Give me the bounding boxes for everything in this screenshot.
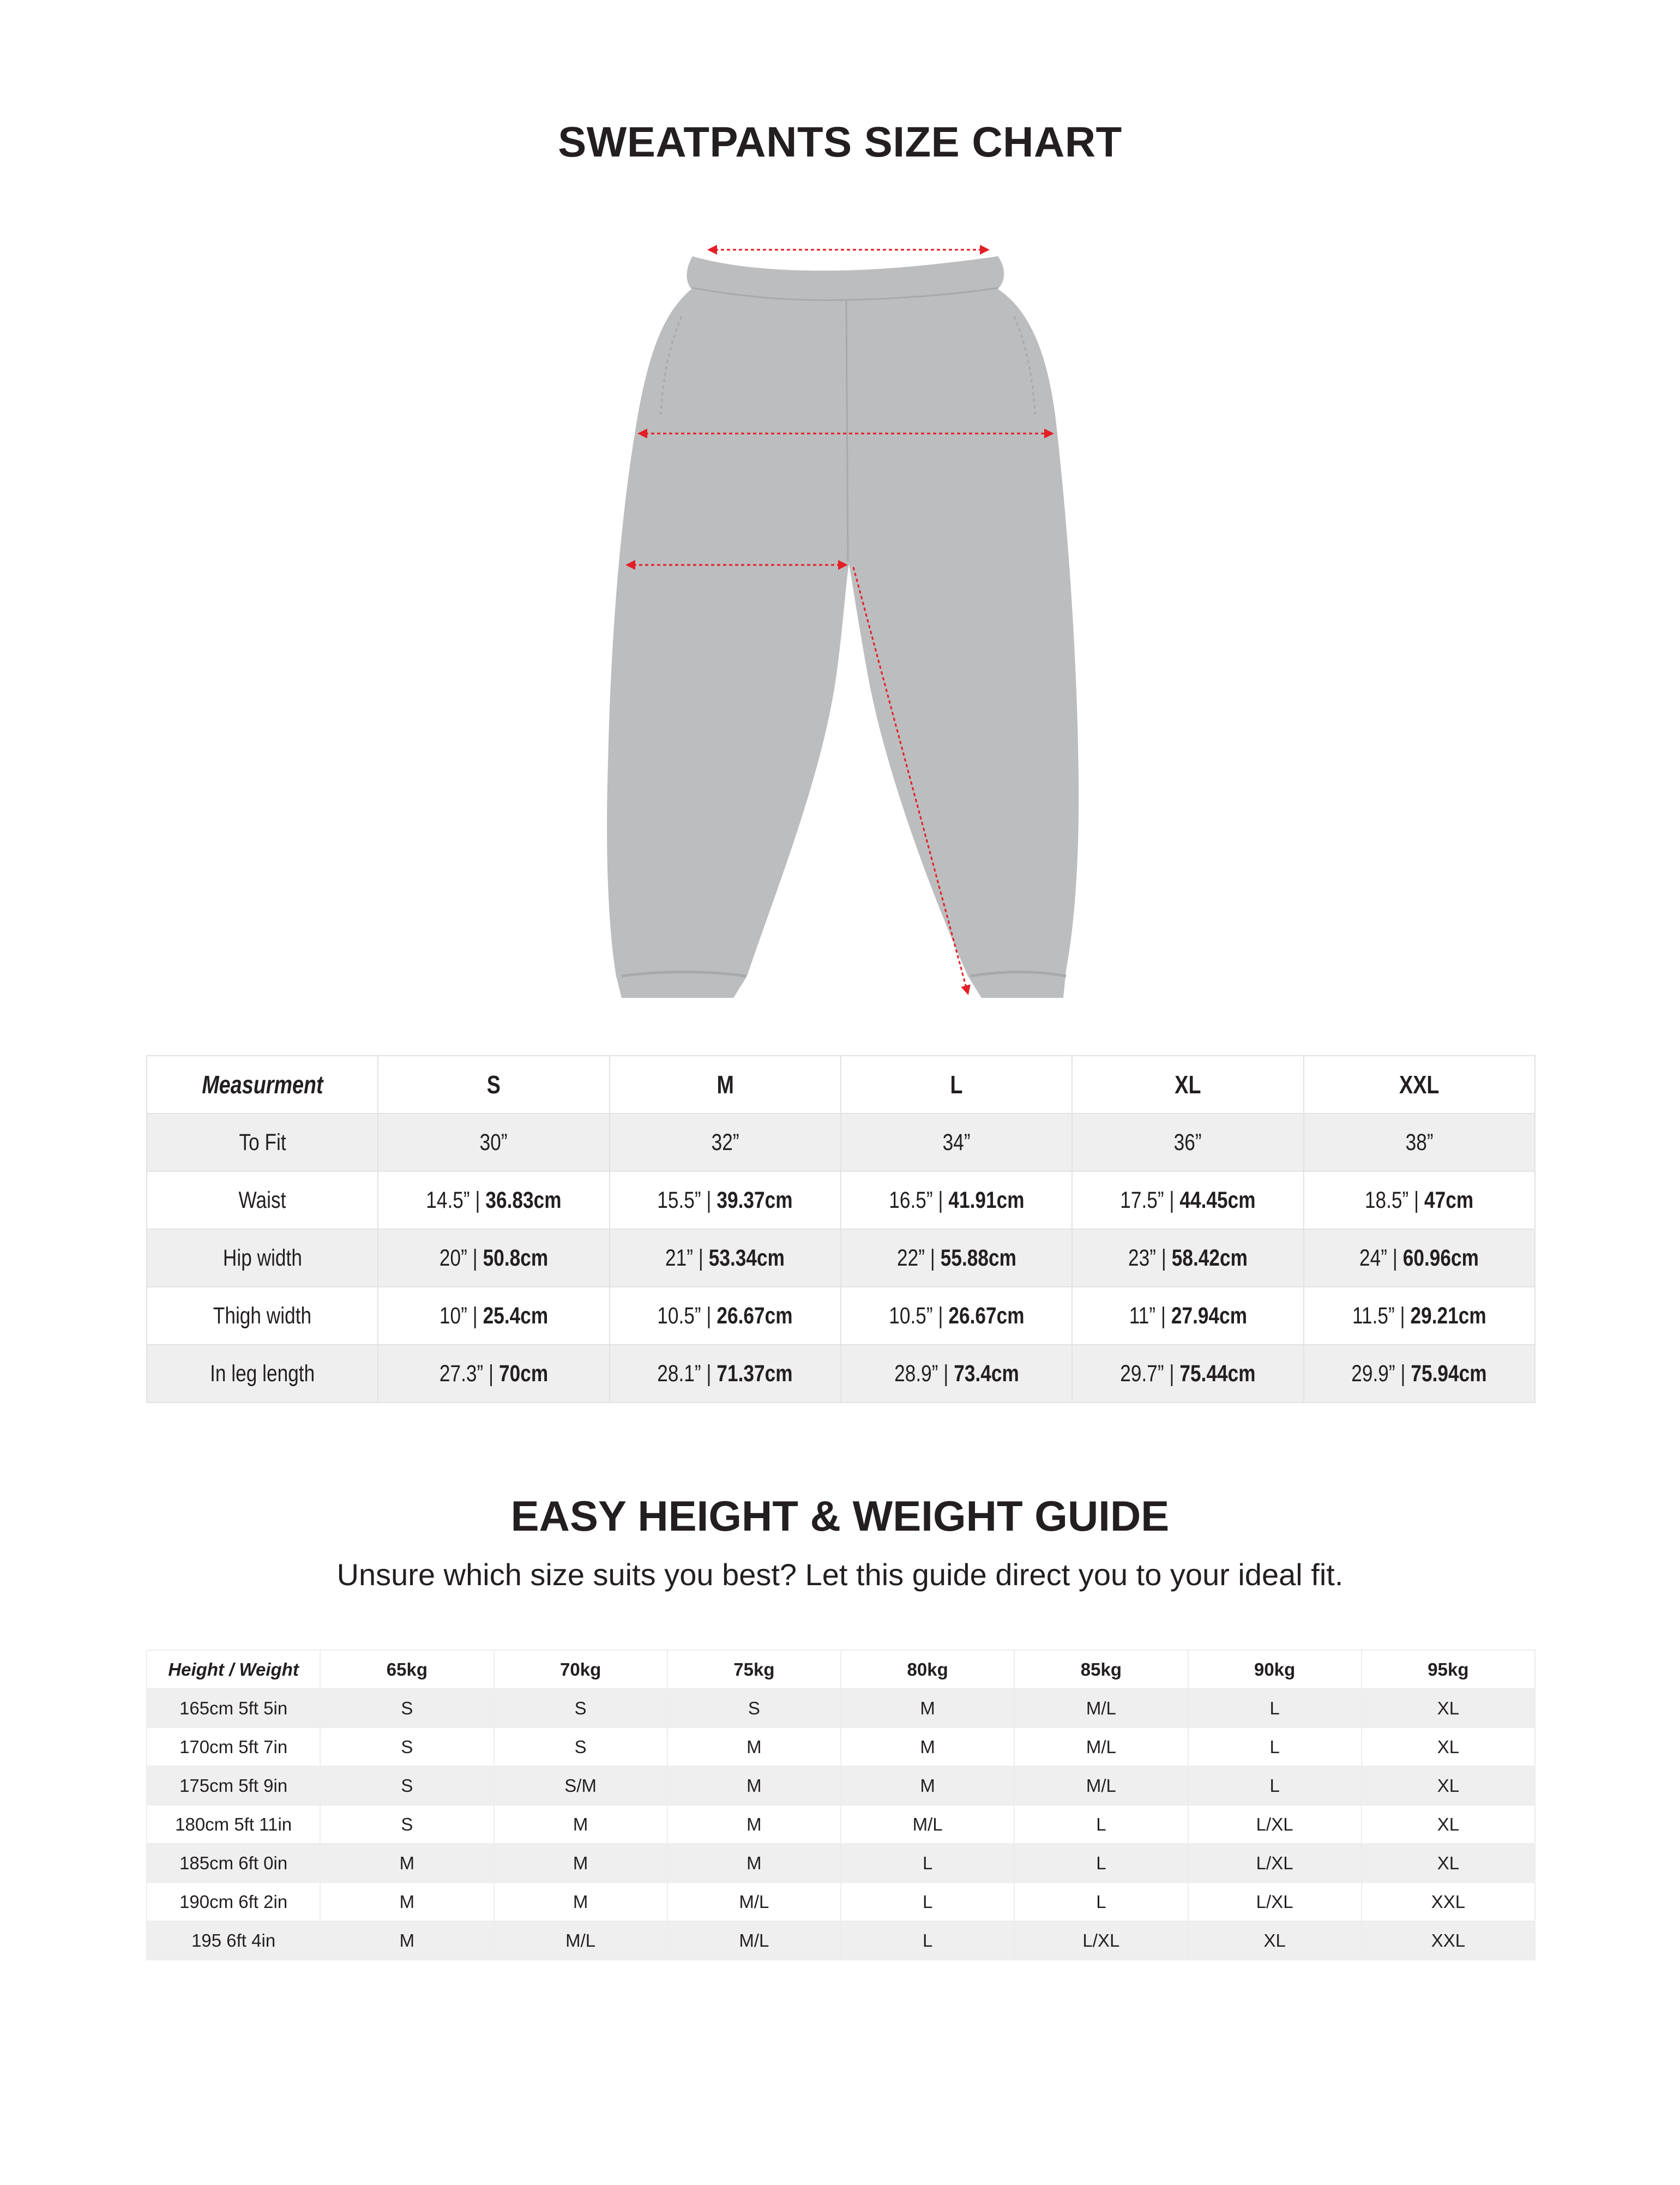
table-cell: 17.5” | 44.45cm	[1072, 1171, 1303, 1229]
table-cell: M	[494, 1844, 667, 1882]
table-cell: S	[320, 1766, 493, 1805]
table-row	[147, 1766, 1535, 1805]
table-cell: S	[667, 1689, 841, 1727]
table-cell: S/M	[494, 1766, 667, 1805]
table-cell: 18.5” | 47cm	[1304, 1171, 1535, 1229]
table-cell: M/L	[494, 1921, 667, 1960]
table-cell: M/L	[841, 1805, 1014, 1844]
table-cell: 22” | 55.88cm	[841, 1229, 1072, 1287]
sweatpants-body	[607, 256, 1079, 998]
size-header-xxl: XXL	[1304, 1056, 1535, 1113]
row-label: To Fit	[147, 1113, 378, 1171]
table-cell: 29.9” | 75.94cm	[1304, 1345, 1535, 1403]
table-cell: M	[667, 1766, 841, 1805]
table-cell: 32”	[610, 1113, 841, 1171]
table-cell: L/XL	[1188, 1882, 1362, 1921]
table-cell: S	[320, 1689, 493, 1727]
table-cell: M	[494, 1882, 667, 1921]
table-cell: M	[667, 1727, 841, 1766]
weight-header: 90kg	[1188, 1650, 1362, 1689]
row-label: Waist	[147, 1171, 378, 1229]
table-cell: 15.5” | 39.37cm	[610, 1171, 841, 1229]
table-cell: XXL	[1362, 1921, 1535, 1960]
table-row	[147, 1844, 1535, 1882]
size-header-m: M	[610, 1056, 841, 1113]
table-cell: M	[667, 1805, 841, 1844]
table-cell: M	[320, 1921, 493, 1960]
table-cell: L	[1014, 1805, 1188, 1844]
table-cell: L	[1014, 1844, 1188, 1882]
table-cell: L	[1188, 1689, 1362, 1727]
table-cell: S	[320, 1727, 493, 1766]
table-cell: XL	[1362, 1844, 1535, 1882]
table-cell: 10” | 25.4cm	[378, 1287, 609, 1345]
table-cell: M/L	[1014, 1766, 1188, 1805]
table-cell: XL	[1362, 1689, 1535, 1727]
table-cell: 23” | 58.42cm	[1072, 1229, 1303, 1287]
table-cell: M	[841, 1766, 1014, 1805]
table-cell: L/XL	[1014, 1921, 1188, 1960]
table-cell: 20” | 50.8cm	[378, 1229, 609, 1287]
table-row	[147, 1921, 1535, 1960]
guide-header-row	[147, 1650, 1535, 1689]
table-cell: L	[1188, 1727, 1362, 1766]
table-cell: M	[320, 1882, 493, 1921]
table-row	[147, 1689, 1535, 1727]
table-cell: 16.5” | 41.91cm	[841, 1171, 1072, 1229]
table-cell: M/L	[1014, 1689, 1188, 1727]
table-cell: M	[667, 1844, 841, 1882]
table-cell: M/L	[667, 1921, 841, 1960]
table-cell: L/XL	[1188, 1805, 1362, 1844]
table-cell: S	[320, 1805, 493, 1844]
table-cell: M/L	[667, 1882, 841, 1921]
row-label: Thigh width	[147, 1287, 378, 1345]
height-label: 185cm 6ft 0in	[147, 1844, 320, 1882]
table-cell: M	[494, 1805, 667, 1844]
table-cell: 30”	[378, 1113, 609, 1171]
measurement-header: Measurment	[147, 1056, 378, 1113]
table-cell: M	[841, 1727, 1014, 1766]
weight-header: 85kg	[1014, 1650, 1188, 1689]
table-cell: 36”	[1072, 1113, 1303, 1171]
table-row	[147, 1171, 1535, 1229]
height-label: 195 6ft 4in	[147, 1921, 320, 1960]
size-chart-table	[146, 1055, 1536, 1403]
height-label: 175cm 5ft 9in	[147, 1766, 320, 1805]
table-cell: XL	[1188, 1921, 1362, 1960]
page-title: SWEATPANTS SIZE CHART	[558, 118, 1122, 166]
table-cell: L/XL	[1188, 1844, 1362, 1882]
weight-header: 65kg	[320, 1650, 493, 1689]
table-cell: 27.3” | 70cm	[378, 1345, 609, 1403]
table-cell: L	[1014, 1882, 1188, 1921]
table-cell: 28.1” | 71.37cm	[610, 1345, 841, 1403]
weight-header: 70kg	[494, 1650, 667, 1689]
table-cell: L	[841, 1882, 1014, 1921]
guide-title: EASY HEIGHT & WEIGHT GUIDE	[510, 1492, 1170, 1540]
table-row	[147, 1345, 1535, 1403]
row-label: In leg length	[147, 1345, 378, 1403]
table-cell: XL	[1362, 1766, 1535, 1805]
table-cell: M	[320, 1844, 493, 1882]
table-cell: 28.9” | 73.4cm	[841, 1345, 1072, 1403]
table-cell: L	[841, 1921, 1014, 1960]
height-weight-guide-table	[146, 1650, 1536, 1960]
table-cell: XL	[1362, 1727, 1535, 1766]
table-cell: L	[1188, 1766, 1362, 1805]
table-cell: XXL	[1362, 1882, 1535, 1921]
table-cell: 21” | 53.34cm	[610, 1229, 841, 1287]
height-weight-header: Height / Weight	[147, 1650, 320, 1689]
height-label: 165cm 5ft 5in	[147, 1689, 320, 1727]
table-cell: 24” | 60.96cm	[1304, 1229, 1535, 1287]
guide-subtitle: Unsure which size suits you best? Let this guide direct you to your ideal fit.	[336, 1557, 1344, 1592]
row-label: Hip width	[147, 1229, 378, 1287]
weight-header: 75kg	[667, 1650, 841, 1689]
table-cell: 14.5” | 36.83cm	[378, 1171, 609, 1229]
table-cell: M	[841, 1689, 1014, 1727]
size-header-s: S	[378, 1056, 609, 1113]
height-label: 180cm 5ft 11in	[147, 1805, 320, 1844]
table-row	[147, 1727, 1535, 1766]
table-cell: 11” | 27.94cm	[1072, 1287, 1303, 1345]
table-row	[147, 1113, 1535, 1171]
table-cell: 29.7” | 75.44cm	[1072, 1345, 1303, 1403]
table-row	[147, 1229, 1535, 1287]
table-cell: S	[494, 1689, 667, 1727]
table-cell: 38”	[1304, 1113, 1535, 1171]
table-cell: M/L	[1014, 1727, 1188, 1766]
height-label: 190cm 6ft 2in	[147, 1882, 320, 1921]
size-chart-header-row	[147, 1056, 1535, 1113]
table-row	[147, 1882, 1535, 1921]
table-row	[147, 1287, 1535, 1345]
table-cell: S	[494, 1727, 667, 1766]
weight-header: 95kg	[1362, 1650, 1535, 1689]
table-cell: XL	[1362, 1805, 1535, 1844]
table-cell: 10.5” | 26.67cm	[841, 1287, 1072, 1345]
size-header-xl: XL	[1072, 1056, 1303, 1113]
table-cell: 34”	[841, 1113, 1072, 1171]
size-header-l: L	[841, 1056, 1072, 1113]
table-row	[147, 1805, 1535, 1844]
sweatpants-diagram	[600, 229, 1091, 1003]
table-cell: 11.5” | 29.21cm	[1304, 1287, 1535, 1345]
weight-header: 80kg	[841, 1650, 1014, 1689]
table-cell: 10.5” | 26.67cm	[610, 1287, 841, 1345]
height-label: 170cm 5ft 7in	[147, 1727, 320, 1766]
table-cell: L	[841, 1844, 1014, 1882]
